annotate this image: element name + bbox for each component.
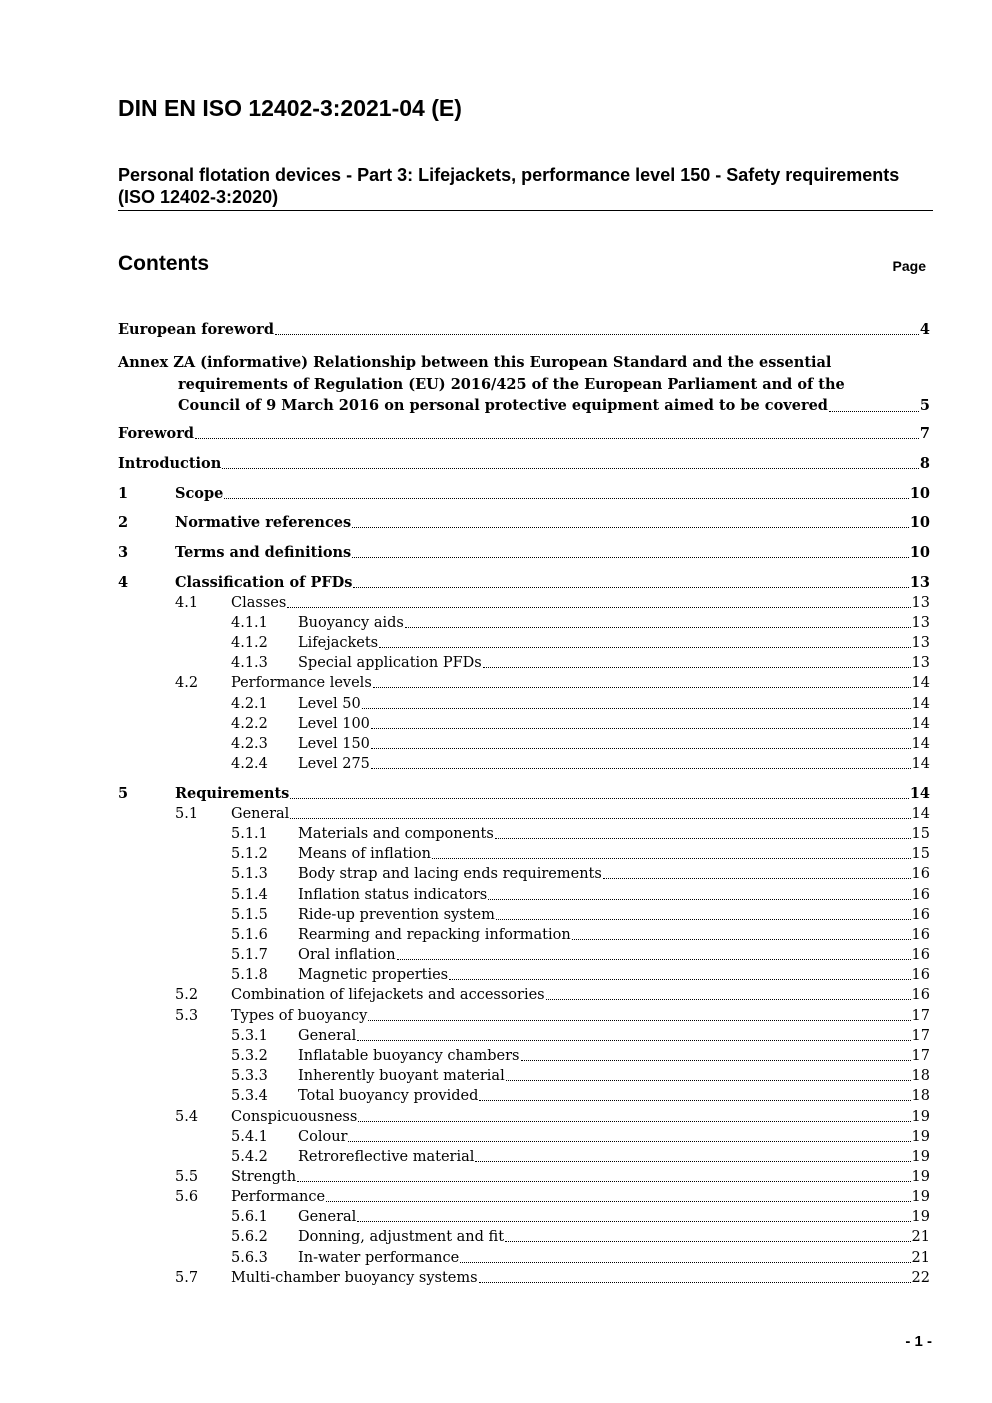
toc-dot-leader (829, 411, 919, 412)
toc-entry-title: Level 150 (298, 736, 370, 752)
toc-entry[interactable] (118, 573, 930, 593)
toc-dot-leader (495, 838, 911, 839)
toc-entry-title: Donning, adjustment and fit (298, 1229, 505, 1245)
toc-entry-title: Level 100 (298, 716, 370, 732)
toc-entry-number: 5 (118, 785, 129, 802)
toc-entry-page: 8 (919, 455, 930, 472)
toc-entry-title: Special application PFDs (298, 655, 482, 671)
toc-entry-number: 5.6 (175, 1189, 199, 1205)
toc-dot-leader (449, 979, 910, 980)
toc-entry-page: 19 (911, 1169, 930, 1185)
toc-entry-title: Classification of PFDs (175, 574, 353, 591)
toc-entry[interactable] (118, 1026, 930, 1046)
toc-entry[interactable] (118, 945, 930, 965)
toc-dot-leader (373, 687, 911, 688)
toc-dot-leader (506, 1080, 911, 1081)
toc-dot-leader (224, 498, 908, 499)
toc-entry-page: 19 (911, 1149, 930, 1165)
toc-entry[interactable] (118, 804, 930, 824)
toc-entry-page: 14 (909, 785, 930, 802)
toc-entry-number: 5.3.3 (231, 1068, 268, 1084)
toc-entry-title: Magnetic properties (298, 967, 449, 983)
toc-dot-leader (371, 768, 911, 769)
toc-entry-title: Oral inflation (298, 947, 396, 963)
toc-entry-number: 4.1.2 (231, 635, 268, 651)
toc-entry[interactable] (118, 1086, 930, 1106)
document-title: DIN EN ISO 12402-3:2021-04 (E) (118, 95, 462, 121)
toc-entry-title: Inherently buoyant material (298, 1068, 505, 1084)
toc-entry[interactable] (118, 653, 930, 673)
toc-dot-leader (297, 1181, 910, 1182)
toc-entry-page: 21 (911, 1250, 930, 1266)
toc-annex-line-1: Annex ZA (informative) Relationship between this European Standard and the essential (118, 354, 832, 371)
toc-entry-page: 19 (911, 1109, 930, 1125)
toc-entry-page: 19 (911, 1129, 930, 1145)
toc-entry[interactable] (118, 673, 930, 693)
toc-entry-title: General (298, 1209, 357, 1225)
toc-entry[interactable] (118, 1207, 930, 1227)
toc-entry[interactable] (118, 1006, 930, 1026)
toc-entry[interactable] (118, 1147, 930, 1167)
toc-entry[interactable] (118, 784, 930, 804)
toc-entry-title: Body strap and lacing ends requirements (298, 866, 602, 882)
toc-entry-page: 14 (911, 806, 930, 822)
toc-entry-number: 1 (118, 485, 129, 502)
toc-dot-leader (195, 438, 919, 439)
toc-annex-line-3-row (118, 395, 930, 417)
toc-entry-introduction[interactable] (118, 454, 930, 474)
page-column-label: Page (892, 258, 926, 274)
toc-entry-number: 5.5 (175, 1169, 199, 1185)
toc-entry-number: 5.1 (175, 806, 199, 822)
toc-dot-leader (483, 667, 911, 668)
toc-entry-number: 5.1.6 (231, 927, 268, 943)
toc-entry[interactable] (118, 1107, 930, 1127)
toc-dot-leader (479, 1100, 910, 1101)
toc-entry-number: 4.2 (175, 675, 199, 691)
toc-entry-number: 5.4.2 (231, 1149, 268, 1165)
toc-entry[interactable] (118, 864, 930, 884)
toc-entry-number: 5.4.1 (231, 1129, 268, 1145)
toc-entry-title: General (298, 1028, 357, 1044)
toc-dot-leader (572, 939, 911, 940)
toc-entry-title: Buoyancy aids (298, 615, 404, 631)
toc-entry[interactable] (118, 613, 930, 633)
toc-entry-page: 10 (909, 485, 930, 502)
toc-dot-leader (460, 1262, 910, 1263)
toc-entry-page: 15 (911, 826, 930, 842)
toc-entry[interactable] (118, 925, 930, 945)
toc-entry-title: Classes (231, 595, 287, 611)
toc-entry-page: 19 (911, 1209, 930, 1225)
toc-entry[interactable] (118, 1127, 930, 1147)
toc-entry-page: 14 (911, 696, 930, 712)
toc-dot-leader (496, 919, 911, 920)
toc-entry-page: 18 (911, 1088, 930, 1104)
toc-entry-title: Types of buoyancy (231, 1008, 368, 1024)
toc-entry-number: 5.6.3 (231, 1250, 268, 1266)
toc-entry-page: 14 (911, 736, 930, 752)
toc-dot-leader (368, 1020, 910, 1021)
toc-entry-title: Combination of lifejackets and accessories (231, 987, 545, 1003)
toc-entry[interactable] (118, 633, 930, 653)
toc-entry[interactable] (118, 513, 930, 533)
toc-entry-number: 5.1.8 (231, 967, 268, 983)
toc-entry-title: Inflatable buoyancy chambers (298, 1048, 520, 1064)
toc-dot-leader (352, 527, 909, 528)
toc-entry-title: Inflation status indicators (298, 887, 488, 903)
toc-entry-title: Level 275 (298, 756, 370, 772)
toc-entry-number: 2 (118, 514, 129, 531)
toc-entry-page: 22 (911, 1270, 930, 1286)
toc-entry-title: In-water performance (298, 1250, 460, 1266)
toc-entry-number: 5.1.1 (231, 826, 268, 842)
title-divider (118, 210, 933, 211)
toc-dot-leader (488, 899, 910, 900)
toc-entry-title: Terms and definitions (175, 544, 352, 561)
toc-entry-page: 17 (911, 1008, 930, 1024)
toc-entry[interactable] (118, 1187, 930, 1207)
toc-dot-leader (362, 708, 911, 709)
toc-entry-number: 4.1 (175, 595, 199, 611)
toc-entry-page: 14 (911, 716, 930, 732)
toc-dot-leader (432, 858, 911, 859)
toc-entry-number: 5.3.1 (231, 1028, 268, 1044)
toc-entry-number: 5.6.1 (231, 1209, 268, 1225)
toc-entry-page: 16 (911, 866, 930, 882)
toc-dot-leader (357, 1040, 910, 1041)
toc-entry-number: 5.1.4 (231, 887, 268, 903)
toc-entry[interactable] (118, 714, 930, 734)
toc-entry-number: 5.2 (175, 987, 199, 1003)
page-number: - 1 - (905, 1333, 932, 1350)
toc-entry[interactable] (118, 593, 930, 613)
toc-entry-title: Scope (175, 485, 224, 502)
toc-entry-number: 3 (118, 544, 129, 561)
toc-entry-page: 18 (911, 1068, 930, 1084)
toc-dot-leader (348, 1141, 910, 1142)
toc-entry-title: Rearming and repacking information (298, 927, 571, 943)
toc-entry-number: 4 (118, 574, 129, 591)
toc-entry[interactable] (118, 484, 930, 504)
toc-dot-leader (371, 748, 911, 749)
toc-dot-leader (371, 728, 911, 729)
toc-dot-leader (475, 1161, 910, 1162)
toc-dot-leader (353, 587, 908, 588)
toc-entry-page: 10 (909, 544, 930, 561)
toc-entry-page: 19 (911, 1189, 930, 1205)
toc-entry-number: 4.2.2 (231, 716, 268, 732)
toc-entry-page: 15 (911, 846, 930, 862)
toc-entry-number: 5.7 (175, 1270, 199, 1286)
toc-entry-title: Requirements (175, 785, 290, 802)
toc-entry[interactable] (118, 543, 930, 563)
toc-entry[interactable] (118, 965, 930, 985)
toc-entry[interactable] (118, 905, 930, 925)
toc-entry-title: Introduction (118, 455, 222, 472)
toc-entry-page: 10 (909, 514, 930, 531)
toc-dot-leader (357, 1221, 910, 1222)
toc-entry-page: 5 (919, 397, 930, 414)
toc-annex-line-3: Council of 9 March 2016 on personal protective equipment aimed to be covered (178, 397, 828, 414)
toc-entry-page: 16 (911, 947, 930, 963)
toc-entry-annex-za[interactable] (118, 352, 930, 417)
toc-dot-leader (546, 999, 911, 1000)
toc-entry-number: 4.2.3 (231, 736, 268, 752)
toc-dot-leader (287, 607, 910, 608)
toc-entry-title: Conspicuousness (231, 1109, 358, 1125)
toc-entry-page: 16 (911, 987, 930, 1003)
toc-entry-title: Performance levels (231, 675, 372, 691)
toc-entry-title: Performance (231, 1189, 326, 1205)
toc-entry[interactable] (118, 824, 930, 844)
toc-entry-page: 17 (911, 1028, 930, 1044)
toc-entry-number: 5.1.5 (231, 907, 268, 923)
toc-entry[interactable] (118, 985, 930, 1005)
toc-entry-page: 13 (911, 635, 930, 651)
toc-entry-page: 13 (911, 655, 930, 671)
toc-entry-number: 4.1.1 (231, 615, 268, 631)
toc-entry-page: 4 (919, 321, 930, 338)
toc-entry-title: Total buoyancy provided (298, 1088, 479, 1104)
toc-entry-page: 13 (909, 574, 930, 591)
toc-entry-number: 5.1.7 (231, 947, 268, 963)
contents-heading: Contents (118, 252, 209, 275)
toc-entry-page: 14 (911, 756, 930, 772)
toc-entry-title: European foreword (118, 321, 274, 338)
toc-entry-title: Colour (298, 1129, 348, 1145)
toc-entry[interactable] (118, 844, 930, 864)
toc-dot-leader (379, 647, 910, 648)
toc-dot-leader (290, 818, 910, 819)
toc-dot-leader (275, 334, 919, 335)
toc-entry-foreword[interactable] (118, 424, 930, 444)
toc-entry[interactable] (118, 734, 930, 754)
toc-entry-number: 5.3 (175, 1008, 199, 1024)
toc-entry-title: Level 50 (298, 696, 361, 712)
toc-entry[interactable] (118, 885, 930, 905)
toc-entry-page: 7 (919, 425, 930, 442)
toc-entry-title: Strength (231, 1169, 297, 1185)
toc-dot-leader (326, 1201, 910, 1202)
toc-entry-title: Foreword (118, 425, 194, 442)
toc-entry[interactable] (118, 754, 930, 774)
toc-entry-number: 4.2.1 (231, 696, 268, 712)
toc-entry-number: 5.6.2 (231, 1229, 268, 1245)
toc-dot-leader (352, 557, 909, 558)
document-subtitle: Personal flotation devices - Part 3: Lifejackets, performance level 150 - Safety requirements (ISO 12402-3:2020) (118, 165, 900, 207)
toc-entry[interactable] (118, 1248, 930, 1268)
toc-entry-title: Multi-chamber buoyancy systems (231, 1270, 478, 1286)
toc-entry-number: 5.3.4 (231, 1088, 268, 1104)
toc-entry-title: Means of inflation (298, 846, 431, 862)
toc-dot-leader (290, 798, 909, 799)
toc-entry-page: 14 (911, 675, 930, 691)
toc-annex-line-2: requirements of Regulation (EU) 2016/425 of the European Parliament and of the (178, 375, 845, 393)
toc-dot-leader (358, 1121, 910, 1122)
toc-entry[interactable] (118, 1227, 930, 1247)
toc-dot-leader (397, 959, 911, 960)
toc-entry-page: 16 (911, 967, 930, 983)
toc-entry-title: Retroreflective material (298, 1149, 475, 1165)
toc-entry-number: 4.2.4 (231, 756, 268, 772)
toc-entry-page: 13 (911, 595, 930, 611)
toc-entry-title: Materials and components (298, 826, 494, 842)
toc-entry[interactable] (118, 1066, 930, 1086)
toc-entry-title: Normative references (175, 514, 352, 531)
toc-entry-number: 5.4 (175, 1109, 199, 1125)
toc-entry-number: 5.3.2 (231, 1048, 268, 1064)
toc-entry[interactable] (118, 1167, 930, 1187)
toc-entry[interactable] (118, 1268, 930, 1288)
toc-entry-page: 17 (911, 1048, 930, 1064)
toc-entry-page: 16 (911, 887, 930, 903)
toc-dot-leader (222, 468, 919, 469)
toc-entry-page: 21 (911, 1229, 930, 1245)
toc-dot-leader (521, 1060, 911, 1061)
toc-entry-title: Ride-up prevention system (298, 907, 495, 923)
toc-entry[interactable] (118, 1046, 930, 1066)
toc-entry-title: Lifejackets (298, 635, 379, 651)
toc-entry-title: General (231, 806, 290, 822)
toc-dot-leader (505, 1241, 911, 1242)
toc-entry-number: 5.1.3 (231, 866, 268, 882)
toc-dot-leader (405, 627, 911, 628)
toc-entry-european-foreword[interactable] (118, 320, 930, 340)
toc-entry-number: 4.1.3 (231, 655, 268, 671)
toc-entry-page: 16 (911, 907, 930, 923)
toc-dot-leader (603, 878, 911, 879)
toc-entry-page: 13 (911, 615, 930, 631)
toc-entry-number: 5.1.2 (231, 846, 268, 862)
toc-entry-page: 16 (911, 927, 930, 943)
toc-dot-leader (479, 1282, 911, 1283)
toc-entry[interactable] (118, 694, 930, 714)
